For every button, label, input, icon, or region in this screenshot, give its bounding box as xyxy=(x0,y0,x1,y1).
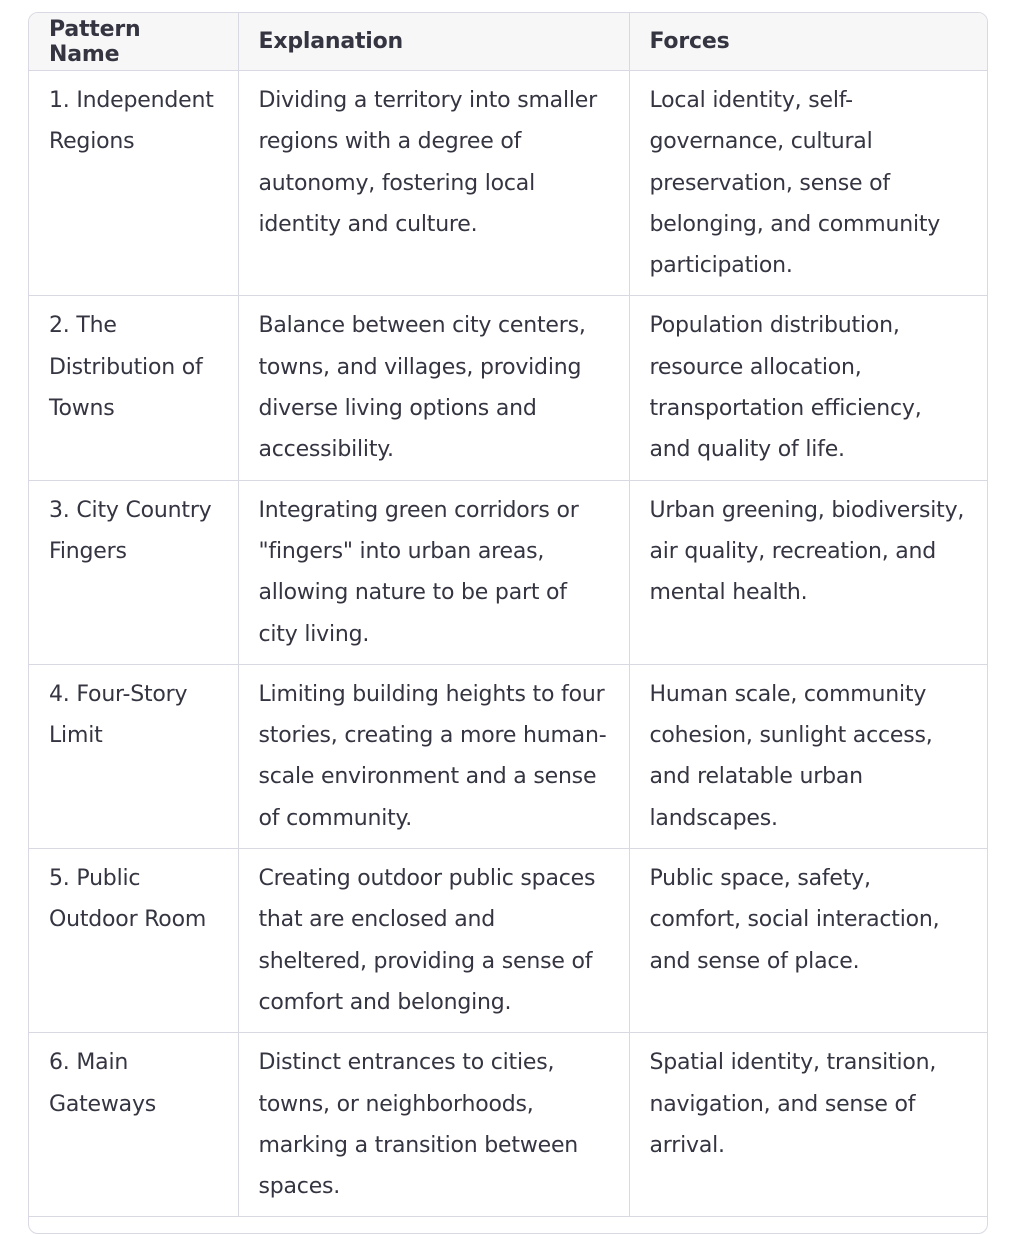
cell-explanation: Balance between city centers, towns, and villages, providing diverse living options and accessibility. xyxy=(238,296,629,480)
table-row xyxy=(29,71,987,296)
column-header-pattern-name: Pattern Name xyxy=(29,13,238,71)
cell-forces: Urban greening, biodiversity, air quality, recreation, and mental health. xyxy=(629,480,987,664)
column-header-explanation: Explanation xyxy=(238,13,629,71)
table-body xyxy=(29,71,987,1217)
cell-forces: Spatial identity, transition, navigation, and sense of arrival. xyxy=(629,1033,987,1217)
cell-pattern-name: 4. Four-Story Limit xyxy=(29,664,238,848)
cell-forces: Local identity, self-governance, cultural preservation, sense of belonging, and community participation. xyxy=(629,71,987,296)
cell-pattern-name: 1. Independent Regions xyxy=(29,71,238,296)
cell-forces: Human scale, community cohesion, sunlight access, and relatable urban landscapes. xyxy=(629,664,987,848)
table-row xyxy=(29,664,987,848)
table-header xyxy=(29,13,987,71)
table-row xyxy=(29,849,987,1033)
cell-pattern-name: 3. City Country Fingers xyxy=(29,480,238,664)
cell-pattern-name: 2. The Distribution of Towns xyxy=(29,296,238,480)
cell-forces: Population distribution, resource allocation, transportation efficiency, and quality of life. xyxy=(629,296,987,480)
cell-forces: Public space, safety, comfort, social interaction, and sense of place. xyxy=(629,849,987,1033)
cell-pattern-name: 5. Public Outdoor Room xyxy=(29,849,238,1033)
cell-explanation: Integrating green corridors or "fingers" into urban areas, allowing nature to be part of city living. xyxy=(238,480,629,664)
table-row xyxy=(29,480,987,664)
cell-explanation: Distinct entrances to cities, towns, or neighborhoods, marking a transition between spaces. xyxy=(238,1033,629,1217)
patterns-table xyxy=(29,13,987,1217)
table-row xyxy=(29,296,987,480)
cell-explanation: Dividing a territory into smaller regions with a degree of autonomy, fostering local identity and culture. xyxy=(238,71,629,296)
cell-explanation: Creating outdoor public spaces that are enclosed and sheltered, providing a sense of comfort and belonging. xyxy=(238,849,629,1033)
column-header-forces: Forces xyxy=(629,13,987,71)
header-row xyxy=(29,13,987,71)
cell-pattern-name: 6. Main Gateways xyxy=(29,1033,238,1217)
cell-explanation: Limiting building heights to four stories, creating a more human-scale environment and a sense of community. xyxy=(238,664,629,848)
patterns-table-container xyxy=(28,12,988,1234)
table-row xyxy=(29,1033,987,1217)
